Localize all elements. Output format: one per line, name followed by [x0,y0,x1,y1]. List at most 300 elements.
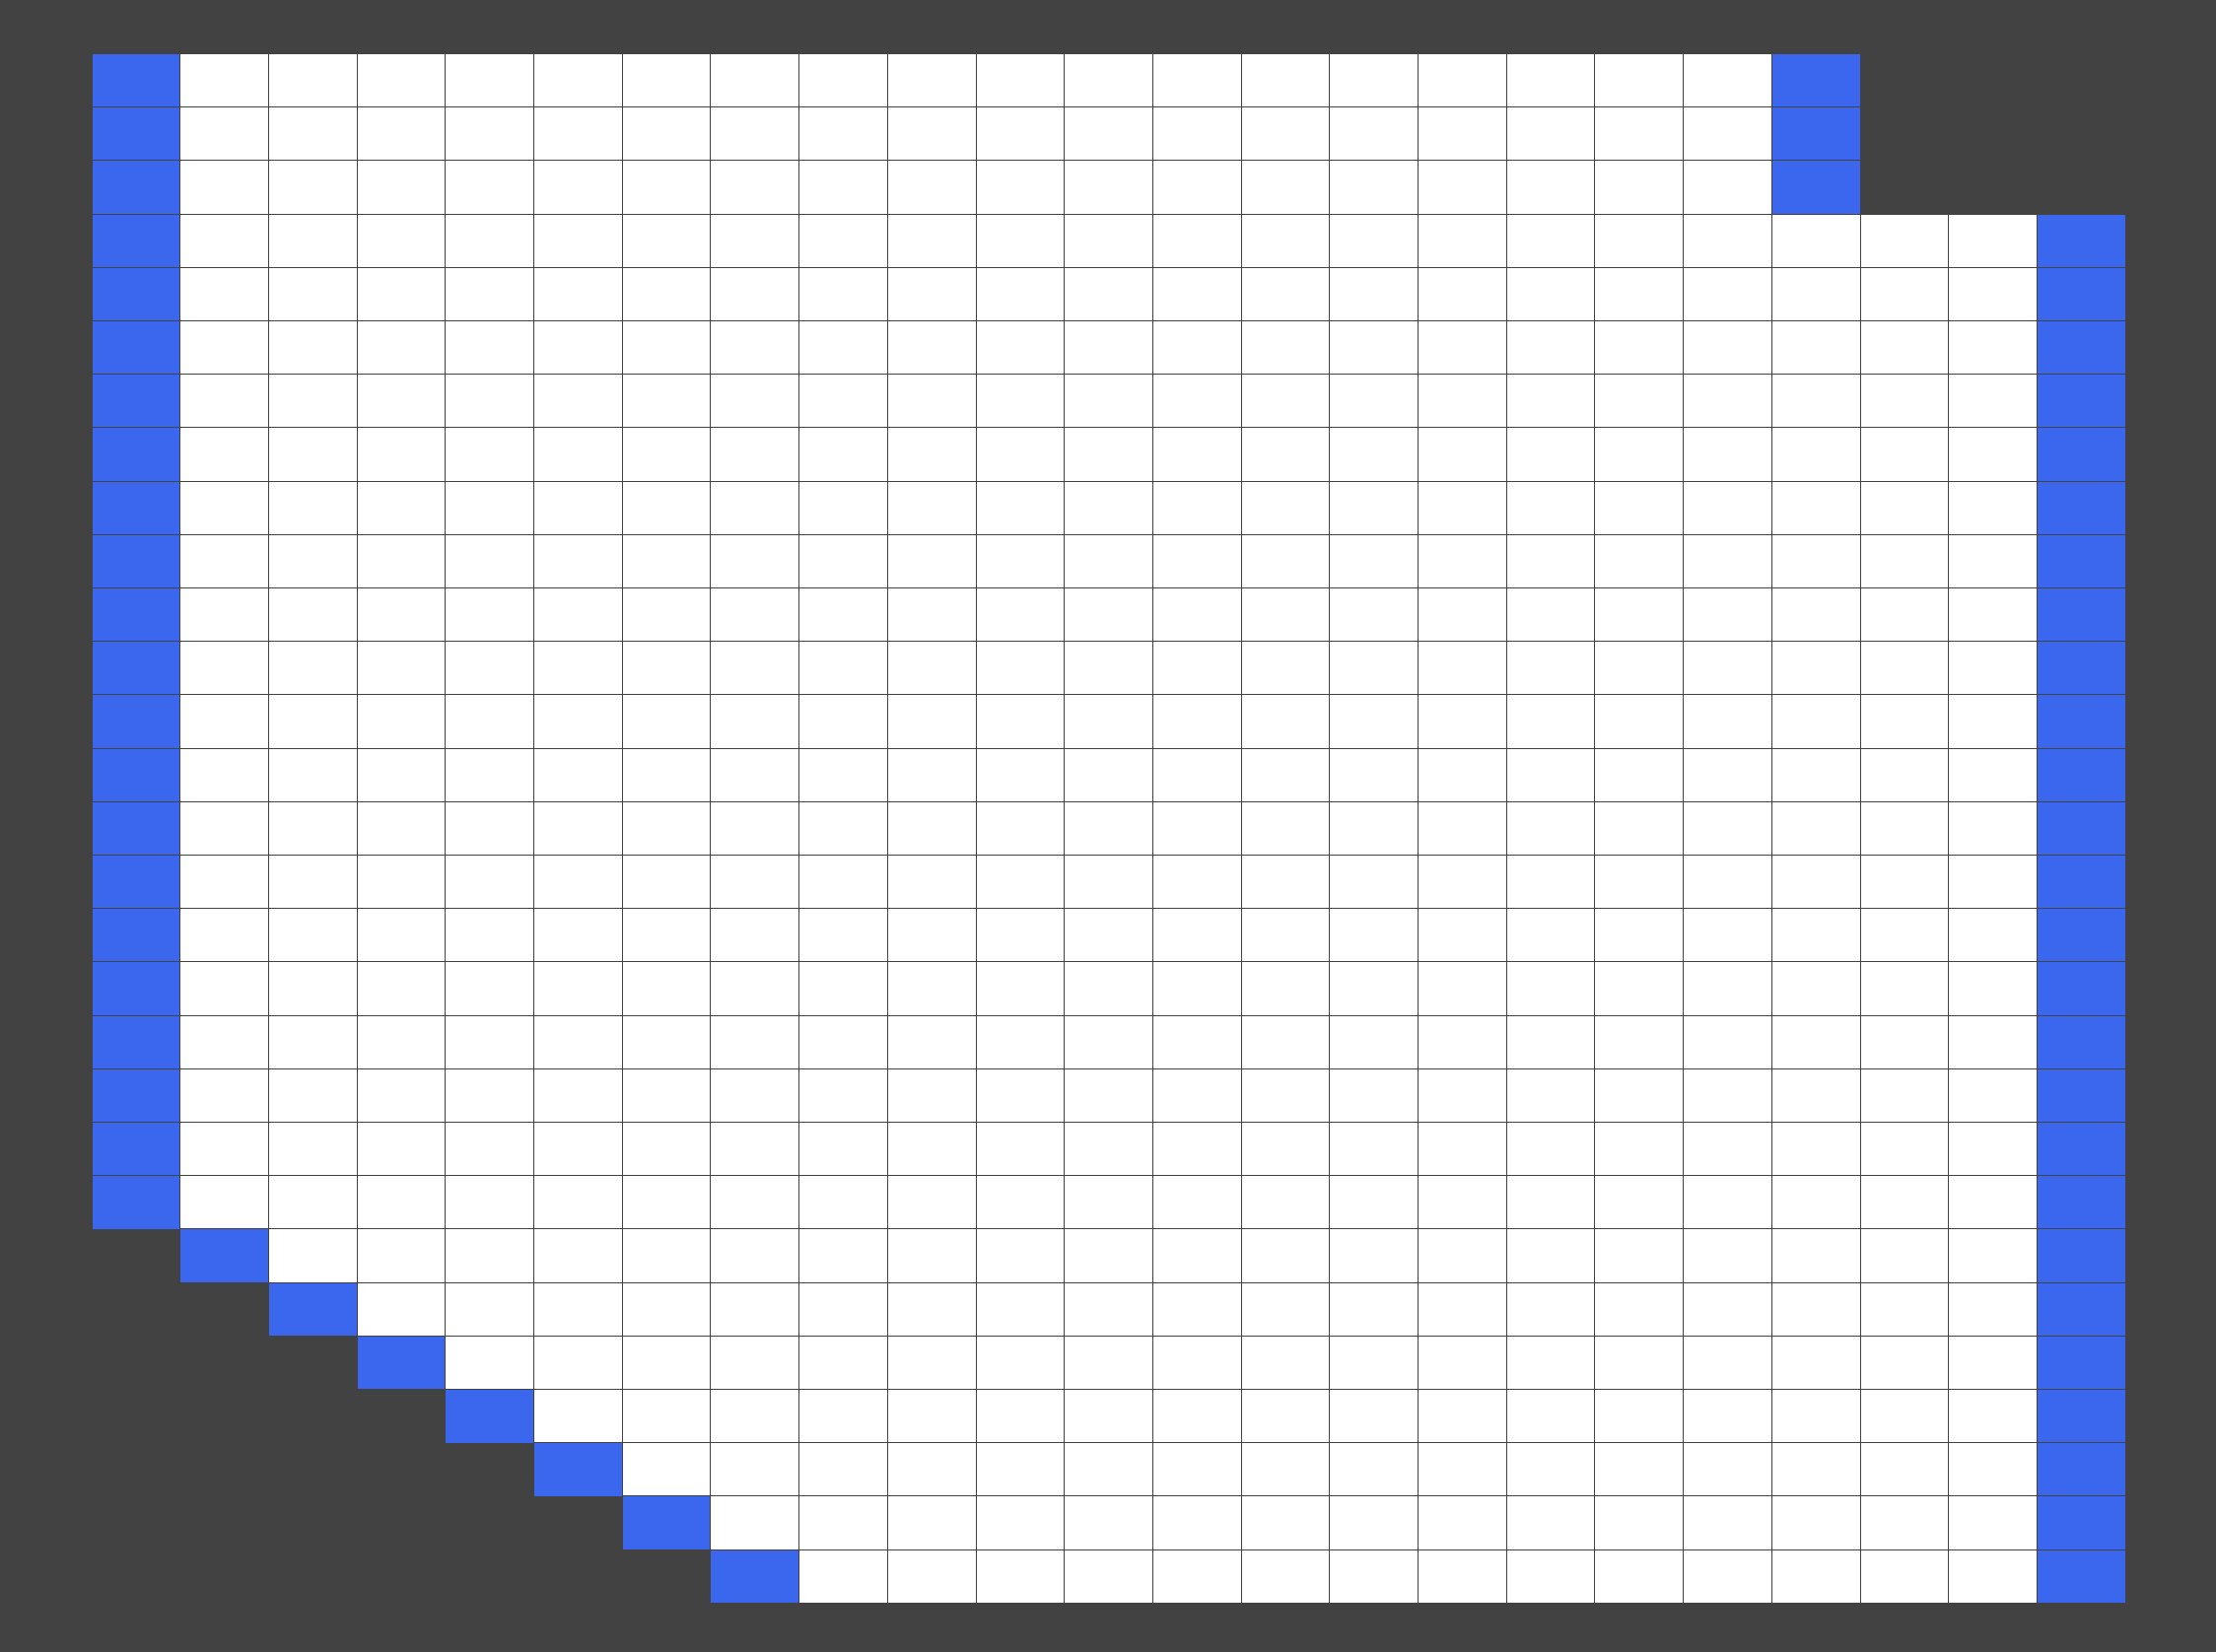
grid-cell[interactable] [1771,855,1861,910]
grid-cell[interactable] [179,587,269,643]
grid-cell[interactable] [1506,748,1596,803]
grid-cell[interactable] [1152,1282,1242,1338]
grid-cell[interactable] [710,374,799,429]
grid-cell[interactable] [1241,1549,1331,1605]
grid-cell[interactable] [1860,1336,1950,1391]
grid-cell[interactable] [887,1015,977,1070]
grid-cell[interactable] [1506,1175,1596,1230]
grid-cell[interactable] [268,1175,358,1230]
grid-cell[interactable] [1860,855,1950,910]
grid-cell[interactable] [533,320,623,376]
grid-cell[interactable] [1948,1495,2038,1550]
grid-cell[interactable] [445,961,534,1016]
grid-cell[interactable] [976,160,1066,215]
grid-cell[interactable] [798,587,888,643]
grid-cell[interactable] [179,908,269,963]
grid-cell[interactable] [268,748,358,803]
grid-cell[interactable] [798,1549,888,1605]
grid-cell[interactable] [622,855,712,910]
grid-cell[interactable] [710,267,799,322]
grid-cell[interactable] [710,1015,799,1070]
grid-cell[interactable] [1948,1549,2038,1605]
grid-cell[interactable] [357,481,447,536]
grid-cell[interactable] [798,641,888,696]
grid-cell[interactable] [710,481,799,536]
grid-cell[interactable] [1152,53,1242,108]
grid-cell[interactable] [1418,481,1507,536]
grid-cell[interactable] [1771,1122,1861,1177]
grid-cell[interactable] [179,267,269,322]
grid-cell[interactable] [1152,374,1242,429]
grid-cell[interactable] [1948,908,2038,963]
grid-cell[interactable] [710,534,799,589]
grid-cell[interactable] [1506,1336,1596,1391]
grid-cell[interactable] [1860,481,1950,536]
grid-cell[interactable] [1418,214,1507,269]
grid-cell[interactable] [976,1442,1066,1497]
grid-cell[interactable] [887,1068,977,1124]
grid-cell[interactable] [1683,534,1772,589]
grid-cell[interactable] [533,587,623,643]
grid-cell[interactable] [1152,961,1242,1016]
grid-cell[interactable] [976,1015,1066,1070]
grid-cell[interactable] [533,1122,623,1177]
grid-cell[interactable] [1241,1336,1331,1391]
grid-cell[interactable] [1329,801,1419,857]
grid-cell[interactable] [1948,694,2038,749]
grid-cell[interactable] [1948,748,2038,803]
grid-cell[interactable] [622,481,712,536]
grid-cell[interactable] [1683,694,1772,749]
grid-cell[interactable] [976,1495,1066,1550]
grid-cell[interactable] [887,1389,977,1444]
grid-cell[interactable] [976,1282,1066,1338]
grid-cell[interactable] [1241,1442,1331,1497]
grid-cell[interactable] [1506,160,1596,215]
grid-cell[interactable] [1064,534,1153,589]
grid-cell[interactable] [357,801,447,857]
grid-cell[interactable] [887,801,977,857]
grid-cell[interactable] [1683,1549,1772,1605]
grid-cell[interactable] [1948,534,2038,589]
grid-cell[interactable] [1683,801,1772,857]
grid-cell[interactable] [1683,481,1772,536]
grid-cell[interactable] [268,694,358,749]
grid-cell[interactable] [1418,267,1507,322]
grid-cell[interactable] [1064,961,1153,1016]
grid-cell[interactable] [1064,1068,1153,1124]
grid-cell[interactable] [357,160,447,215]
grid-cell[interactable] [179,534,269,589]
grid-cell[interactable] [1860,1015,1950,1070]
grid-cell[interactable] [798,481,888,536]
grid-cell[interactable] [1418,106,1507,162]
grid-cell[interactable] [1241,641,1331,696]
grid-cell[interactable] [1241,801,1331,857]
grid-cell[interactable] [533,694,623,749]
grid-cell[interactable] [1064,587,1153,643]
grid-cell[interactable] [1771,908,1861,963]
grid-cell[interactable] [268,106,358,162]
grid-cell[interactable] [798,53,888,108]
grid-cell[interactable] [798,320,888,376]
grid-cell[interactable] [798,855,888,910]
grid-cell[interactable] [357,1122,447,1177]
grid-cell[interactable] [1860,1282,1950,1338]
grid-cell[interactable] [1683,320,1772,376]
grid-cell[interactable] [798,1015,888,1070]
grid-cell[interactable] [1594,1495,1684,1550]
grid-cell[interactable] [1594,1336,1684,1391]
grid-cell[interactable] [357,641,447,696]
grid-cell[interactable] [1418,587,1507,643]
grid-cell[interactable] [1152,855,1242,910]
grid-cell[interactable] [1064,1282,1153,1338]
grid-cell[interactable] [976,1389,1066,1444]
grid-cell[interactable] [976,1549,1066,1605]
grid-cell[interactable] [1506,106,1596,162]
grid-cell[interactable] [1329,1122,1419,1177]
grid-cell[interactable] [710,694,799,749]
grid-cell[interactable] [445,53,534,108]
grid-cell[interactable] [710,748,799,803]
grid-cell[interactable] [533,748,623,803]
grid-cell[interactable] [533,855,623,910]
grid-cell[interactable] [1771,1336,1861,1391]
grid-cell[interactable] [622,748,712,803]
grid-cell[interactable] [1506,1068,1596,1124]
grid-cell[interactable] [179,53,269,108]
grid-cell[interactable] [1418,748,1507,803]
grid-cell[interactable] [533,214,623,269]
grid-cell[interactable] [1064,106,1153,162]
grid-cell[interactable] [533,908,623,963]
grid-cell[interactable] [622,160,712,215]
grid-cell[interactable] [1329,961,1419,1016]
grid-cell[interactable] [1506,1442,1596,1497]
grid-cell[interactable] [533,267,623,322]
grid-cell[interactable] [1948,427,2038,482]
grid-cell[interactable] [1594,855,1684,910]
grid-cell[interactable] [1683,908,1772,963]
grid-cell[interactable] [1064,1228,1153,1283]
grid-cell[interactable] [1152,1442,1242,1497]
grid-cell[interactable] [1241,106,1331,162]
grid-cell[interactable] [1594,374,1684,429]
grid-cell[interactable] [357,374,447,429]
grid-cell[interactable] [1860,1495,1950,1550]
grid-cell[interactable] [1064,855,1153,910]
grid-cell[interactable] [1329,1228,1419,1283]
grid-cell[interactable] [533,1175,623,1230]
grid-cell[interactable] [445,1015,534,1070]
grid-cell[interactable] [1329,320,1419,376]
grid-cell[interactable] [622,320,712,376]
grid-cell[interactable] [1948,1122,2038,1177]
grid-cell[interactable] [798,374,888,429]
grid-cell[interactable] [533,641,623,696]
grid-cell[interactable] [268,481,358,536]
grid-cell[interactable] [1771,1495,1861,1550]
grid-cell[interactable] [1152,1228,1242,1283]
grid-cell[interactable] [357,1068,447,1124]
grid-cell[interactable] [887,908,977,963]
grid-cell[interactable] [622,1122,712,1177]
grid-cell[interactable] [1241,267,1331,322]
grid-cell[interactable] [1064,1389,1153,1444]
grid-cell[interactable] [268,374,358,429]
grid-cell[interactable] [1771,374,1861,429]
grid-cell[interactable] [1329,1336,1419,1391]
grid-cell[interactable] [1152,1068,1242,1124]
grid-cell[interactable] [445,748,534,803]
grid-cell[interactable] [1064,694,1153,749]
grid-cell[interactable] [798,1122,888,1177]
grid-cell[interactable] [1948,801,2038,857]
grid-cell[interactable] [445,1122,534,1177]
grid-cell[interactable] [798,1495,888,1550]
grid-cell[interactable] [976,481,1066,536]
grid-cell[interactable] [1860,1228,1950,1283]
grid-cell[interactable] [976,694,1066,749]
grid-cell[interactable] [1594,694,1684,749]
grid-cell[interactable] [179,481,269,536]
grid-cell[interactable] [1418,53,1507,108]
grid-cell[interactable] [1329,641,1419,696]
grid-cell[interactable] [179,1068,269,1124]
grid-cell[interactable] [445,214,534,269]
grid-cell[interactable] [1948,1389,2038,1444]
grid-cell[interactable] [445,855,534,910]
grid-cell[interactable] [268,53,358,108]
grid-cell[interactable] [1152,1015,1242,1070]
grid-cell[interactable] [798,961,888,1016]
grid-cell[interactable] [179,694,269,749]
grid-cell[interactable] [533,1336,623,1391]
grid-cell[interactable] [445,1068,534,1124]
grid-cell[interactable] [1860,427,1950,482]
grid-cell[interactable] [1418,374,1507,429]
grid-cell[interactable] [622,694,712,749]
grid-cell[interactable] [1771,481,1861,536]
grid-cell[interactable] [1860,1549,1950,1605]
grid-cell[interactable] [976,908,1066,963]
grid-cell[interactable] [1329,1495,1419,1550]
grid-cell[interactable] [622,53,712,108]
grid-cell[interactable] [887,320,977,376]
grid-cell[interactable] [1860,534,1950,589]
grid-cell[interactable] [976,855,1066,910]
grid-cell[interactable] [798,214,888,269]
grid-cell[interactable] [533,1068,623,1124]
grid-cell[interactable] [622,374,712,429]
grid-cell[interactable] [622,1389,712,1444]
grid-cell[interactable] [445,481,534,536]
grid-cell[interactable] [1418,908,1507,963]
grid-cell[interactable] [1152,1549,1242,1605]
grid-cell[interactable] [268,534,358,589]
grid-cell[interactable] [1152,481,1242,536]
grid-cell[interactable] [1241,855,1331,910]
grid-cell[interactable] [445,320,534,376]
grid-cell[interactable] [357,694,447,749]
grid-cell[interactable] [1329,534,1419,589]
grid-cell[interactable] [1241,320,1331,376]
grid-cell[interactable] [1241,160,1331,215]
grid-cell[interactable] [798,1389,888,1444]
grid-cell[interactable] [445,1336,534,1391]
grid-cell[interactable] [1683,1068,1772,1124]
grid-cell[interactable] [1594,1015,1684,1070]
grid-cell[interactable] [622,961,712,1016]
grid-cell[interactable] [1594,1068,1684,1124]
grid-cell[interactable] [1948,320,2038,376]
grid-cell[interactable] [357,534,447,589]
grid-cell[interactable] [1594,320,1684,376]
grid-cell[interactable] [887,641,977,696]
grid-cell[interactable] [887,534,977,589]
grid-cell[interactable] [1860,320,1950,376]
grid-cell[interactable] [1683,1336,1772,1391]
grid-cell[interactable] [710,587,799,643]
grid-cell[interactable] [1064,427,1153,482]
grid-cell[interactable] [887,1228,977,1283]
grid-cell[interactable] [1152,641,1242,696]
grid-cell[interactable] [268,641,358,696]
grid-cell[interactable] [710,1495,799,1550]
grid-cell[interactable] [976,214,1066,269]
grid-cell[interactable] [798,427,888,482]
grid-cell[interactable] [887,427,977,482]
grid-cell[interactable] [1064,1549,1153,1605]
grid-cell[interactable] [1064,214,1153,269]
grid-cell[interactable] [179,427,269,482]
grid-cell[interactable] [1683,1122,1772,1177]
grid-cell[interactable] [710,1336,799,1391]
grid-cell[interactable] [622,1442,712,1497]
grid-cell[interactable] [1683,1495,1772,1550]
grid-cell[interactable] [268,1068,358,1124]
grid-cell[interactable] [798,106,888,162]
grid-cell[interactable] [622,587,712,643]
grid-cell[interactable] [710,801,799,857]
grid-cell[interactable] [1771,427,1861,482]
grid-cell[interactable] [798,801,888,857]
grid-cell[interactable] [976,961,1066,1016]
grid-cell[interactable] [1064,1336,1153,1391]
grid-cell[interactable] [1152,320,1242,376]
grid-cell[interactable] [357,427,447,482]
grid-cell[interactable] [887,481,977,536]
grid-cell[interactable] [710,1068,799,1124]
grid-cell[interactable] [710,53,799,108]
grid-cell[interactable] [798,534,888,589]
grid-cell[interactable] [1771,1228,1861,1283]
grid-cell[interactable] [268,427,358,482]
grid-cell[interactable] [1948,1442,2038,1497]
grid-cell[interactable] [1064,374,1153,429]
grid-cell[interactable] [798,1336,888,1391]
grid-cell[interactable] [1506,320,1596,376]
grid-cell[interactable] [1594,908,1684,963]
grid-cell[interactable] [887,1282,977,1338]
grid-cell[interactable] [357,106,447,162]
grid-cell[interactable] [1329,1068,1419,1124]
grid-cell[interactable] [1329,1442,1419,1497]
grid-cell[interactable] [1506,587,1596,643]
grid-cell[interactable] [533,1389,623,1444]
grid-cell[interactable] [798,1068,888,1124]
grid-cell[interactable] [887,855,977,910]
grid-cell[interactable] [887,694,977,749]
grid-cell[interactable] [1771,267,1861,322]
grid-cell[interactable] [1594,1122,1684,1177]
grid-cell[interactable] [445,694,534,749]
grid-cell[interactable] [1418,534,1507,589]
grid-cell[interactable] [1506,1389,1596,1444]
grid-cell[interactable] [887,1549,977,1605]
grid-cell[interactable] [622,267,712,322]
grid-cell[interactable] [445,534,534,589]
grid-cell[interactable] [179,320,269,376]
grid-cell[interactable] [1329,1549,1419,1605]
grid-cell[interactable] [976,427,1066,482]
grid-cell[interactable] [1683,267,1772,322]
grid-cell[interactable] [1594,427,1684,482]
grid-cell[interactable] [1860,1442,1950,1497]
grid-cell[interactable] [179,214,269,269]
grid-cell[interactable] [1771,961,1861,1016]
grid-cell[interactable] [445,427,534,482]
grid-cell[interactable] [1418,961,1507,1016]
grid-cell[interactable] [1241,1495,1331,1550]
grid-cell[interactable] [622,1175,712,1230]
grid-cell[interactable] [1064,1175,1153,1230]
grid-cell[interactable] [710,106,799,162]
grid-cell[interactable] [1152,214,1242,269]
grid-cell[interactable] [1683,961,1772,1016]
grid-cell[interactable] [1594,748,1684,803]
grid-cell[interactable] [887,1175,977,1230]
grid-cell[interactable] [798,694,888,749]
grid-cell[interactable] [268,214,358,269]
grid-cell[interactable] [179,641,269,696]
grid-cell[interactable] [1506,855,1596,910]
grid-cell[interactable] [710,1442,799,1497]
grid-cell[interactable] [1506,1228,1596,1283]
grid-cell[interactable] [1506,374,1596,429]
grid-cell[interactable] [710,961,799,1016]
grid-cell[interactable] [1683,748,1772,803]
grid-cell[interactable] [445,374,534,429]
grid-cell[interactable] [976,106,1066,162]
grid-cell[interactable] [1241,908,1331,963]
grid-cell[interactable] [1152,1122,1242,1177]
grid-cell[interactable] [1241,534,1331,589]
grid-cell[interactable] [622,534,712,589]
grid-cell[interactable] [268,801,358,857]
grid-cell[interactable] [1683,160,1772,215]
grid-cell[interactable] [1771,1442,1861,1497]
grid-cell[interactable] [1948,214,2038,269]
grid-cell[interactable] [179,801,269,857]
grid-cell[interactable] [976,748,1066,803]
grid-cell[interactable] [533,374,623,429]
grid-cell[interactable] [1241,1282,1331,1338]
grid-cell[interactable] [887,160,977,215]
grid-cell[interactable] [1860,267,1950,322]
grid-cell[interactable] [1771,587,1861,643]
